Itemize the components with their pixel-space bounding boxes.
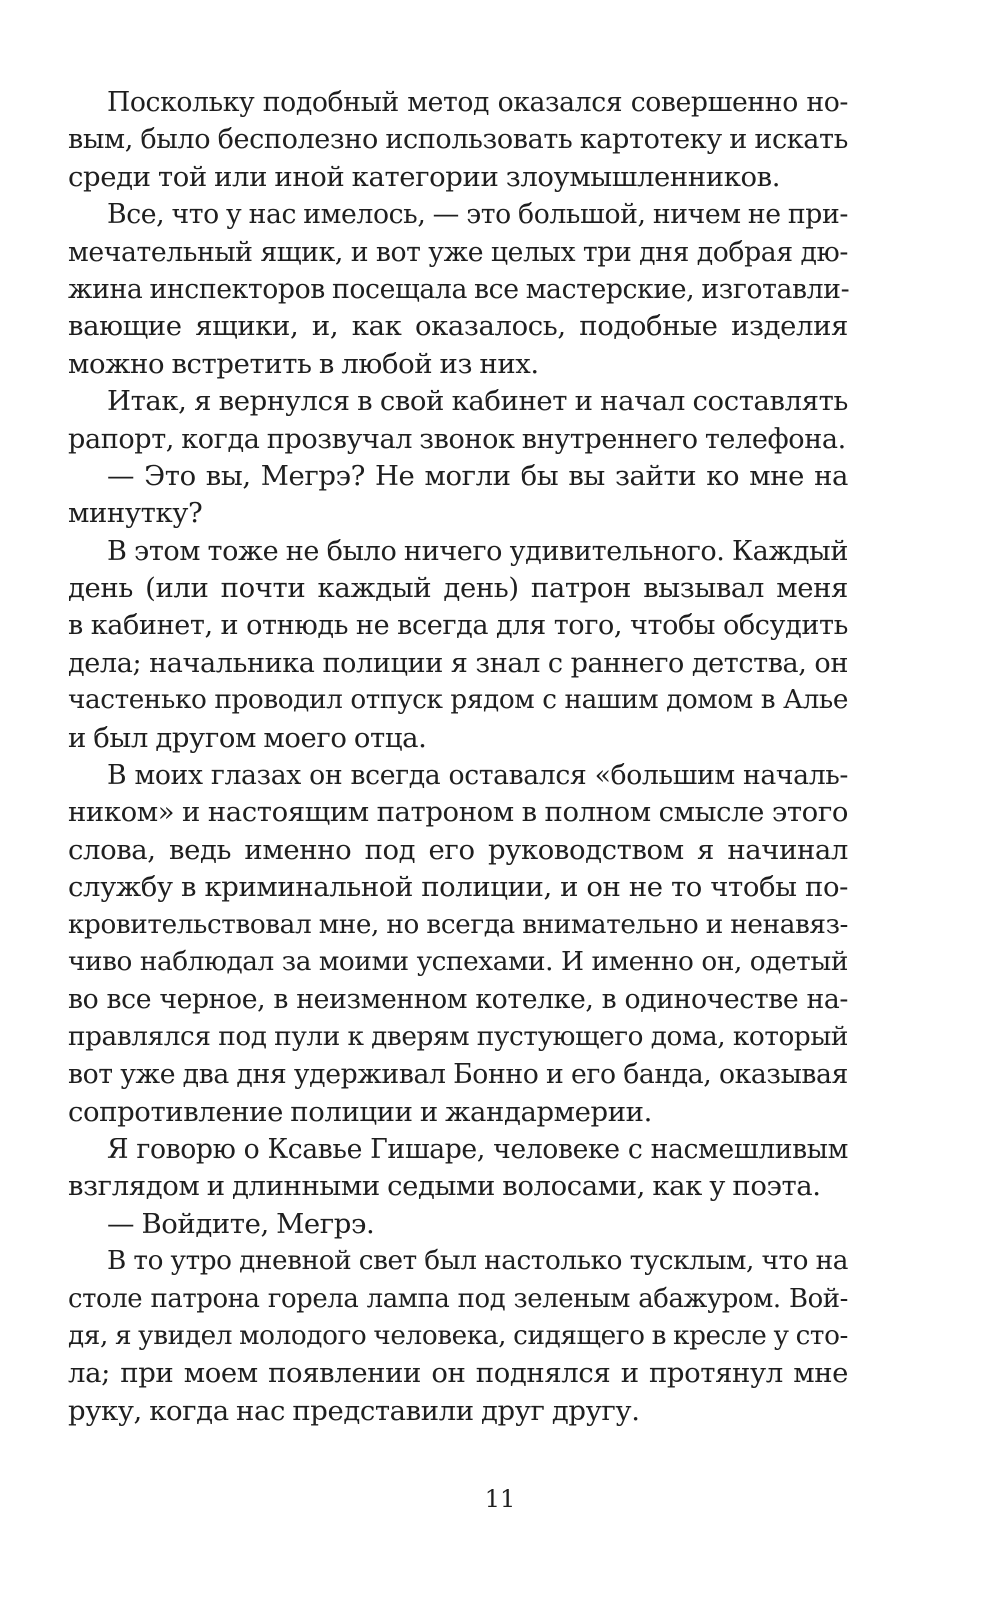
text-line: жина инспекторов посещала все мастерские, изготавли- — [68, 273, 850, 305]
paragraph — [68, 757, 848, 1131]
paragraph — [68, 84, 848, 196]
text-line: В то утро дневной свет был настолько тусклым, что на — [107, 1246, 848, 1277]
text-line: Все, что у нас имелось, — это большой, ничем не при- — [107, 199, 848, 231]
paragraph — [68, 1243, 848, 1430]
paragraph — [68, 196, 848, 383]
text-line: ла; при моем появлении он поднялся и протянул мне — [68, 1357, 848, 1390]
text-line: дела; начальника полиции я знал с раннего детства, он — [68, 647, 848, 679]
paragraph — [68, 458, 848, 533]
text-line: среди той или иной категории злоумышленников. — [68, 160, 781, 193]
page-body — [68, 84, 848, 1430]
text-line: вот уже два дня удерживал Бонно и его банда, оказывая — [68, 1059, 848, 1091]
text-line: — Это вы, Мегрэ? Не могли бы вы зайти ко мне на — [107, 459, 848, 492]
text-line: минутку? — [68, 497, 203, 530]
text-line: рапорт, когда прозвучал звонок внутреннего телефона. — [68, 423, 846, 455]
paragraph — [68, 1131, 848, 1206]
text-line: вым, было бесполезно использовать картотеку и искать — [68, 124, 848, 156]
text-line: столе патрона горела лампа под зеленым абажуром. Вой- — [68, 1283, 848, 1314]
text-line: во все черное, в неизменном котелке, в одиночестве на- — [68, 984, 848, 1016]
text-line: Поскольку подобный метод оказался совершенно но- — [107, 87, 848, 118]
text-line: можно встретить в любой из них. — [68, 347, 539, 380]
text-line: ником» и настоящим патроном в полном смысле этого — [68, 796, 848, 829]
text-line: Итак, я вернулся в свой кабинет и начал составлять — [107, 385, 848, 418]
text-line: Я говорю о Ксавье Гишаре, человеке с насмешливым — [107, 1133, 848, 1165]
text-line: кровительствовал мне, но всегда внимательно и ненавяз- — [68, 909, 848, 940]
text-line: и был другом моего отца. — [68, 721, 427, 754]
text-line: дя, я увидел молодого человека, сидящего в кресле у сто- — [68, 1320, 848, 1351]
page-number: 11 — [484, 1485, 516, 1513]
text-line: руку, когда нас представили друг другу. — [68, 1394, 640, 1427]
paragraph — [68, 1206, 848, 1243]
text-line: частенько проводил отпуск рядом с нашим домом в Алье — [68, 685, 848, 716]
text-line: службу в криминальной полиции, и он не то чтобы по- — [68, 871, 848, 904]
paragraph — [68, 383, 848, 458]
text-line: слова, ведь именно под его руководством я начинал — [68, 833, 848, 866]
text-line: правлялся под пули к дверям пустующего дома, который — [68, 1021, 848, 1052]
text-line: чиво наблюдал за моими успехами. И именно он, одетый — [68, 946, 848, 977]
text-line: в кабинет, и отнюдь не всегда для того, чтобы обсудить — [68, 610, 848, 642]
paragraph — [68, 533, 848, 757]
text-line: сопротивление полиции и жандармерии. — [68, 1095, 652, 1128]
text-line: мечательный ящик, и вот уже целых три дня добрая дю- — [68, 236, 848, 268]
text-line: В моих глазах он всегда оставался «большим началь- — [107, 760, 848, 792]
text-line: взглядом и длинными седыми волосами, как у поэта. — [68, 1170, 821, 1203]
text-line: В этом тоже не было ничего удивительного. Каждый — [107, 535, 848, 567]
text-line: вающие ящики, и, как оказалось, подобные изделия — [68, 310, 848, 343]
text-line: — Войдите, Мегрэ. — [107, 1207, 375, 1240]
text-line: день (или почти каждый день) патрон вызывал меня — [68, 572, 848, 605]
